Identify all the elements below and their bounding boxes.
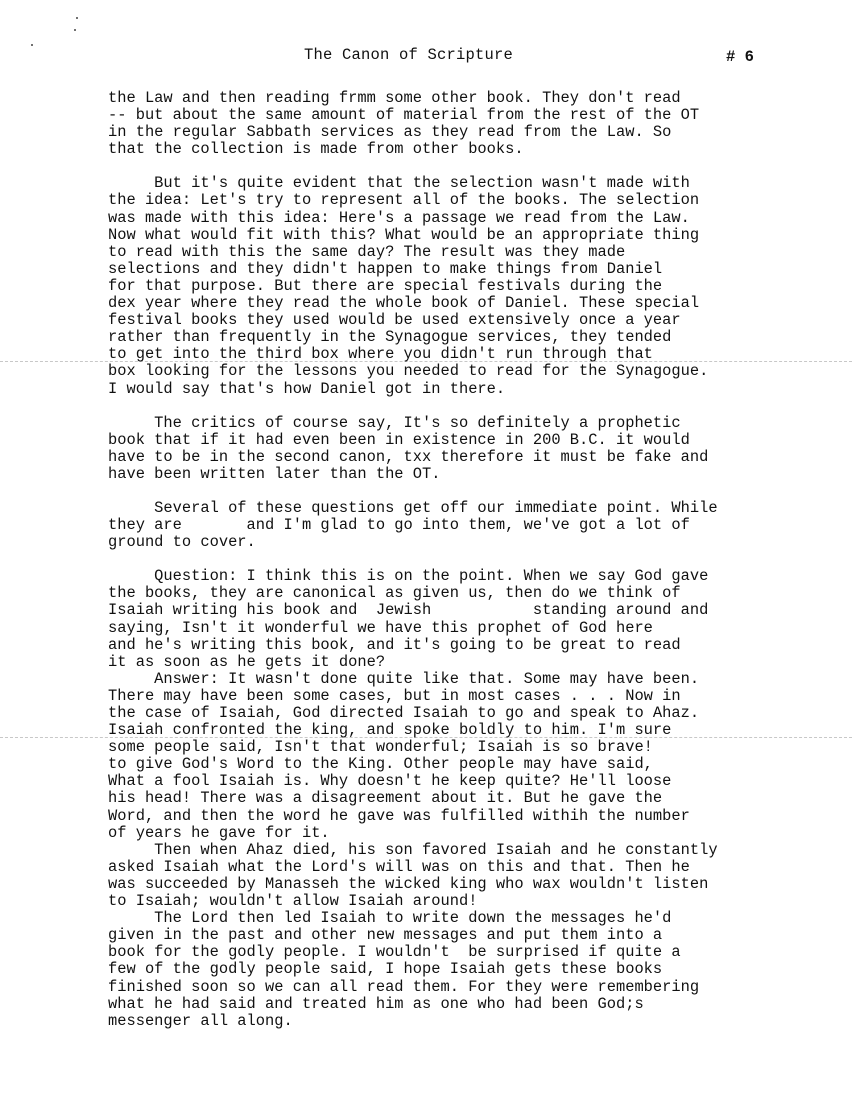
text-line: festival books they used would be used extensively once a year (108, 311, 681, 330)
text-line: to give God's Word to the King. Other people may have said, (108, 755, 653, 774)
text-line: Isaiah writing his book and Jewish standing around and (108, 601, 709, 620)
text-line: was made with this idea: Here's a passage we read from the Law. (108, 208, 690, 227)
text-line: asked Isaiah what the Lord's will was on this and that. Then he (108, 857, 690, 876)
paragraph (108, 568, 788, 1030)
text-line: saying, Isn't it wonderful we have this prophet of God here (108, 618, 653, 637)
text-line: the Law and then reading frmm some other book. They don't read (108, 89, 681, 107)
scan-speck (31, 44, 33, 46)
text-line: box looking for the lessons you needed to read for the Synagogue. (108, 362, 709, 381)
text-line: was succeeded by Manasseh the wicked king who wax wouldn't listen (108, 874, 709, 893)
paragraph-gap (108, 551, 788, 568)
text-line: Word, and then the word he gave was fulfilled withih the number (108, 806, 690, 825)
text-line: it as soon as he gets it done? (108, 652, 386, 671)
text-line: have to be in the second canon, txx therefore it must be fake and (108, 447, 709, 466)
document-title: The Canon of Scripture (304, 46, 514, 64)
text-line: and he's writing this book, and it's going to be great to read (108, 635, 681, 654)
page-number: # 6 (726, 48, 754, 66)
text-line: finished soon so we can all read them. For they were remembering (108, 977, 700, 996)
text-line: they are and I'm glad to go into them, we've got a lot of (108, 516, 690, 535)
text-line: What a fool Isaiah is. Why doesn't he keep quite? He'll loose (108, 772, 672, 791)
text-line: Isaiah confronted the king, and spoke boldly to him. I'm sure (108, 721, 672, 740)
text-line: the idea: Let's try to represent all of the books. The selection (108, 191, 700, 210)
text-line: of years he gave for it. (108, 823, 330, 842)
text-line: book for the godly people. I wouldn't be surprised if quite a (108, 943, 681, 962)
text-line: for that purpose. But there are special festivals during the (108, 276, 663, 295)
text-line: to read with this the same day? The result was they made (108, 242, 626, 261)
paragraph (108, 500, 788, 551)
text-line: The critics of course say, It's so definitely a prophetic (108, 413, 681, 432)
paragraph (108, 90, 788, 158)
text-line: Answer: It wasn't done quite like that. Some may have been. (108, 669, 700, 688)
text-line: book that if it had even been in existence in 200 B.C. it would (108, 430, 690, 449)
text-line: dex year where they read the whole book of Daniel. These special (108, 294, 700, 313)
text-line: few of the godly people said, I hope Isaiah gets these books (108, 960, 663, 979)
text-line: to Isaiah; wouldn't allow Isaiah around! (108, 892, 478, 911)
text-line: some people said, Isn't that wonderful; Isaiah is so brave! (108, 738, 653, 757)
text-line: the books, they are canonical as given us, then do we think of (108, 584, 681, 603)
text-line: in the regular Sabbath services as they read from the Law. So (108, 123, 672, 142)
text-line: Now what would fit with this? What would be an appropriate thing (108, 225, 700, 244)
scan-speck (74, 29, 76, 31)
document-body (108, 90, 788, 1030)
text-line: But it's quite evident that the selection wasn't made with (108, 174, 690, 193)
text-line: Question: I think this is on the point. When we say God gave (108, 567, 709, 586)
text-line: what he had said and treated him as one who had been God;s (108, 994, 644, 1013)
text-line: The Lord then led Isaiah to write down the messages he'd (108, 909, 672, 928)
text-line: have been written later than the OT. (108, 464, 441, 483)
text-line: the case of Isaiah, God directed Isaiah to go and speak to Ahaz. (108, 704, 700, 722)
text-line: Several of these questions get off our immediate point. While (108, 498, 718, 517)
text-line: -- but about the same amount of material from the rest of the OT (108, 106, 700, 125)
text-line: There may have been some cases, but in most cases . . . Now in (108, 686, 681, 705)
text-line: ground to cover. (108, 533, 256, 552)
text-line: rather than frequently in the Synagogue services, they tended (108, 328, 672, 347)
scan-speck (76, 17, 78, 19)
text-line: his head! There was a disagreement about it. But he gave the (108, 789, 663, 808)
text-line: that the collection is made from other books. (108, 140, 524, 159)
paragraph-gap (108, 158, 788, 175)
text-line: to get into the third box where you didn't run through that (108, 345, 653, 364)
paragraph (108, 175, 788, 397)
text-line: I would say that's how Daniel got in there. (108, 379, 506, 398)
text-line: messenger all along. (108, 1011, 293, 1030)
paragraph-gap (108, 483, 788, 500)
text-line: given in the past and other new messages and put them into a (108, 926, 663, 945)
text-line: selections and they didn't happen to make things from Daniel (108, 259, 663, 278)
paragraph-gap (108, 398, 788, 415)
text-line: Then when Ahaz died, his son favored Isaiah and he constantly (108, 840, 718, 859)
paragraph (108, 415, 788, 483)
